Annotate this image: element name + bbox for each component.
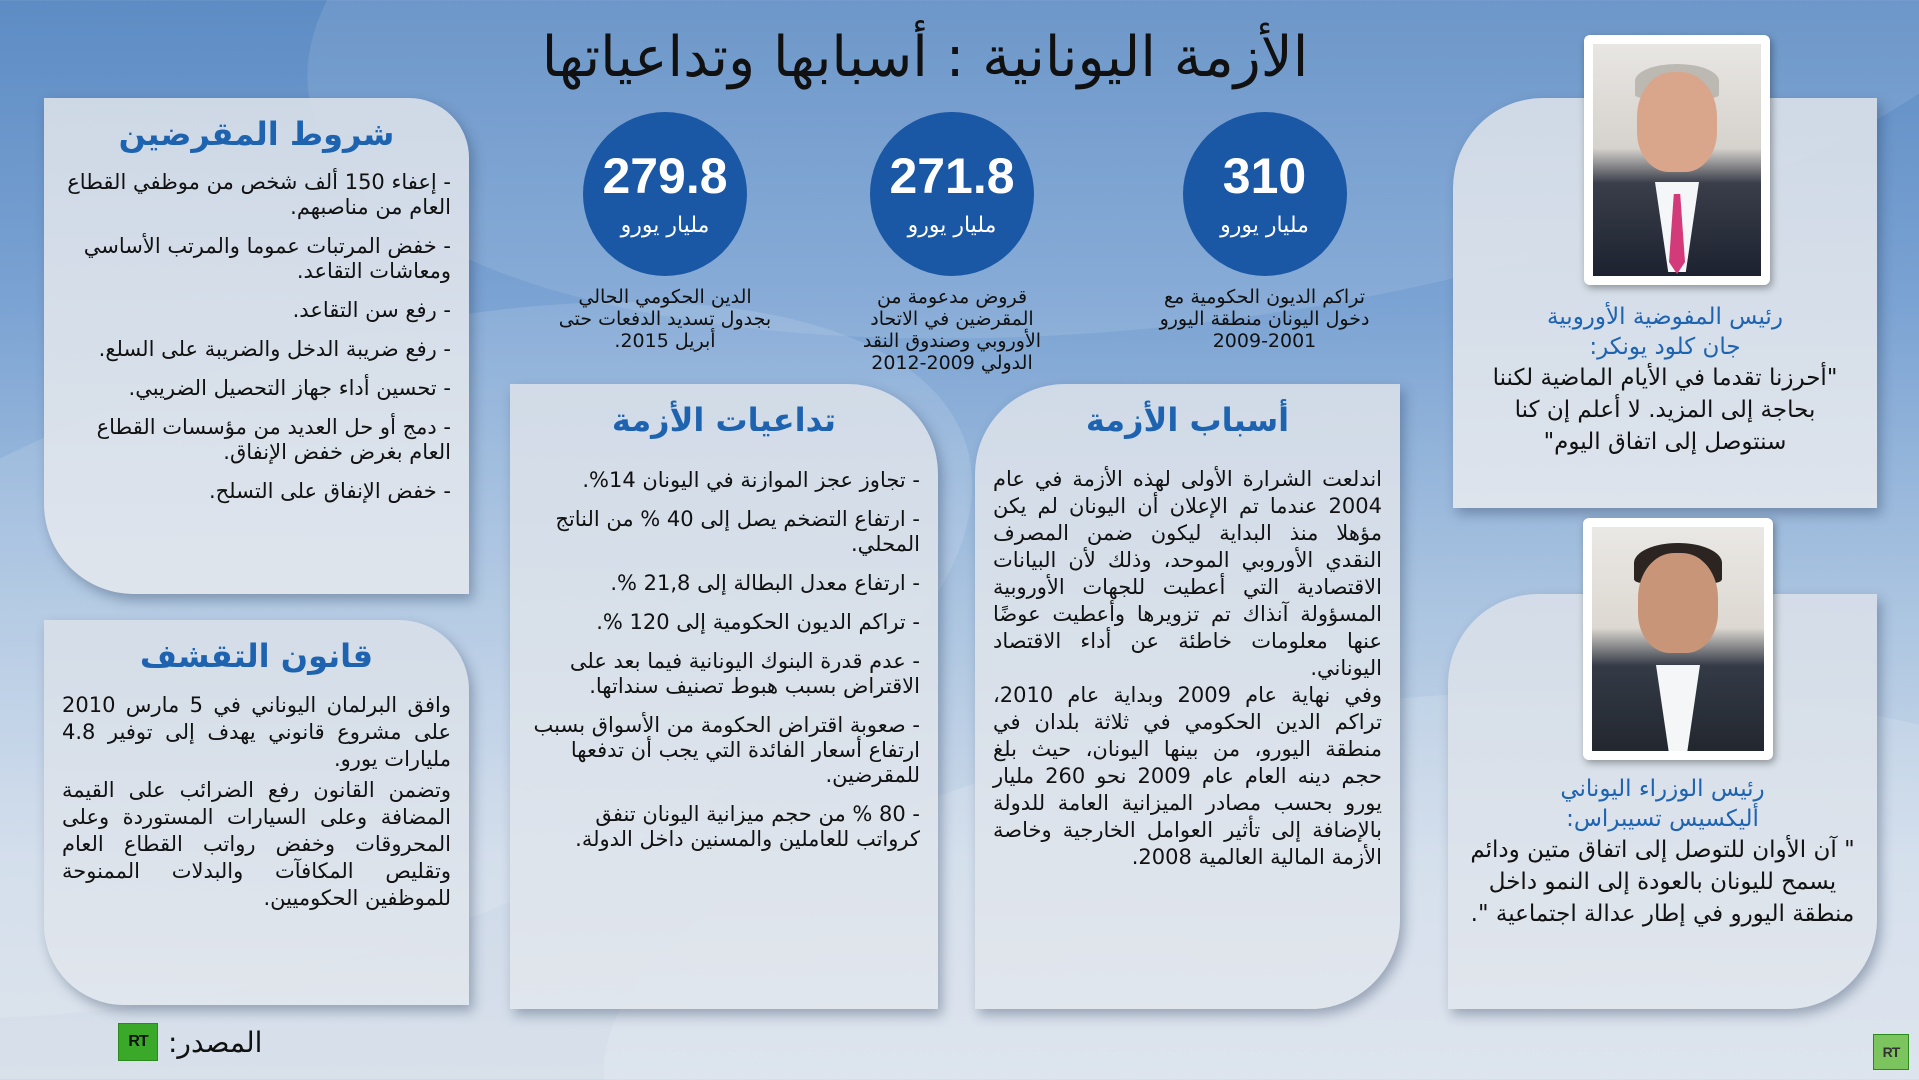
speaker-title: رئيس المفوضية الأوروبية (1547, 304, 1783, 330)
face-shape (1637, 72, 1717, 172)
paragraph: وتضمن القانون رفع الضرائب على القيمة المضافة وعلى السيارات المستوردة وعلى المحروقات وخفض رواتب القطاع العام وتقليص المكافآت والبدلات الممنوحة للموظفين الحكوميين. (62, 778, 451, 910)
austerity-law-panel (44, 620, 469, 1005)
rt-logo-icon: RT (118, 1023, 158, 1061)
stat-supported-loans (852, 112, 1052, 374)
paragraph: وفي نهاية عام 2009 وبداية عام 2010، تراكم الدين الحكومي في ثلاثة بلدان في منطقة اليورو، من بينها اليونان، حيث بلغ حجم دينه العام عام 2009 نحو 260 مليار يورو بحسب مصادر الميزانية العامة للدولة بالإضافة إلى تأثير العوامل الخارجية وخاصة الأزمة المالية العالمية 2008. (993, 683, 1383, 869)
list-item: - ارتفاع التضخم يصل إلى 40 % من الناتج المحلي. (555, 507, 920, 556)
panel-heading: قانون التقشف (139, 637, 374, 675)
paragraph: وافق البرلمان اليوناني في 5 مارس 2010 على مشروع قانوني يهدف إلى توفير 4.8 مليارات يورو. (62, 693, 451, 771)
page-title: الأزمة اليونانية : أسبابها وتداعياتها (541, 25, 1309, 90)
source-credit (118, 1023, 262, 1061)
panel-heading: تداعيات الأزمة (611, 401, 837, 439)
stat-unit: مليار يورو (1220, 213, 1309, 238)
panel-heading: شروط المقرضين (118, 115, 395, 153)
list-item: - 80 % من حجم ميزانية اليونان تنفق كرواتب للعاملين والمسنين داخل الدولة. (575, 802, 920, 851)
speaker-name: أليكسيس تسيبراس: (1566, 806, 1759, 832)
stat-value: 271.8 (889, 148, 1015, 204)
list-item: - صعوبة اقتراض الحكومة من الأسواق بسبب ارتفاع أسعار الفائدة التي يجب أن تدفعها للمقرضين. (533, 713, 920, 787)
list-item: - دمج أو حل العديد من مؤسسات القطاع العام بغرض خفض الإنفاق. (96, 415, 451, 464)
stat-debt-accumulation (1157, 112, 1372, 352)
stat-value: 279.8 (602, 148, 728, 204)
paragraph: اندلعت الشرارة الأولى لهذه الأزمة في عام 2004 عندما تم الإعلان أن اليونان لم يكن مؤهلا منذ البداية ليكون ضمن المصرف النقدي الأوروبي الموحد، وذلك لأن البيانات الاقتصادية التي أعطيت للجهات الأوروبية المسؤولة آنذاك تم تزويرها وأعطيت عوضًا عنها معلومات خاطئة عن أداء الاقتصاد اليوناني. (993, 467, 1382, 680)
shirt-shape (1656, 665, 1700, 751)
stat-circle (870, 112, 1034, 276)
list-item: - خفض الإنفاق على التسلح. (208, 479, 451, 503)
list-item: - رفع ضريبة الدخل والضريبة على السلع. (98, 337, 451, 361)
stat-current-debt (555, 112, 775, 352)
consequences-list (528, 468, 920, 852)
stat-caption: تراكم الديون الحكومية مع دخول اليونان منطقة اليورو 2001-2009 (1159, 286, 1370, 352)
tsipras-photo (1583, 518, 1773, 760)
stat-circle (583, 112, 747, 276)
stat-unit: مليار يورو (907, 213, 997, 238)
stat-caption: الدين الحكومي الحالي بجدول تسديد الدفعات حتى أبريل 2015. (558, 286, 772, 352)
lenders-conditions-panel (44, 98, 469, 594)
list-item: - عدم قدرة البنوك اليونانية فيما بعد على الاقتراض بسبب هبوط تصنيف سنداتها. (569, 649, 920, 698)
panel-heading: أسباب الأزمة (1085, 401, 1290, 439)
quote-text: "أحرزنا تقدما في الأيام الماضية لكننا بحاجة إلى المزيد. لا أعلم إن كنا سنتوصل إلى اتفاق اليوم" (1492, 365, 1838, 455)
stat-unit: مليار يورو (620, 213, 710, 238)
list-item: - إعفاء 150 ألف شخص من موظفي القطاع العام من مناصبهم. (67, 170, 451, 219)
juncker-photo (1584, 35, 1770, 285)
stat-value: 310 (1222, 148, 1307, 204)
face-shape (1638, 553, 1718, 653)
list-item: - تجاوز عجز الموازنة في اليونان 14%. (582, 468, 920, 492)
conditions-list (62, 170, 451, 504)
list-item: - خفض المرتبات عموما والمرتب الأساسي ومعاشات التقاعد. (83, 234, 451, 283)
crisis-causes-panel (975, 384, 1400, 1009)
speaker-name: جان كلود يونكر: (1589, 334, 1741, 360)
source-label: المصدر: (168, 1025, 263, 1059)
list-item: - تحسين أداء جهاز التحصيل الضريبي. (128, 376, 451, 400)
rt-corner-logo-icon: RT (1873, 1034, 1909, 1070)
crisis-consequences-panel (510, 384, 938, 1009)
stat-caption: قروض مدعومة من المقرضين في الاتحاد الأوروبي وصندوق النقد الدولي 2009-2012 (862, 286, 1042, 374)
list-item: - ارتفاع معدل البطالة إلى 21,8 %. (610, 571, 920, 595)
list-item: - رفع سن التقاعد. (292, 298, 451, 322)
quote-text: " آن الأوان للتوصل إلى اتفاق متين ودائم يسمح لليونان بالعودة إلى النمو داخل منطقة اليورو في إطار عدالة اجتماعية ". (1470, 837, 1855, 927)
list-item: - تراكم الديون الحكومية إلى 120 %. (596, 610, 920, 634)
speaker-title: رئيس الوزراء اليوناني (1560, 776, 1765, 802)
stat-circle (1183, 112, 1347, 276)
